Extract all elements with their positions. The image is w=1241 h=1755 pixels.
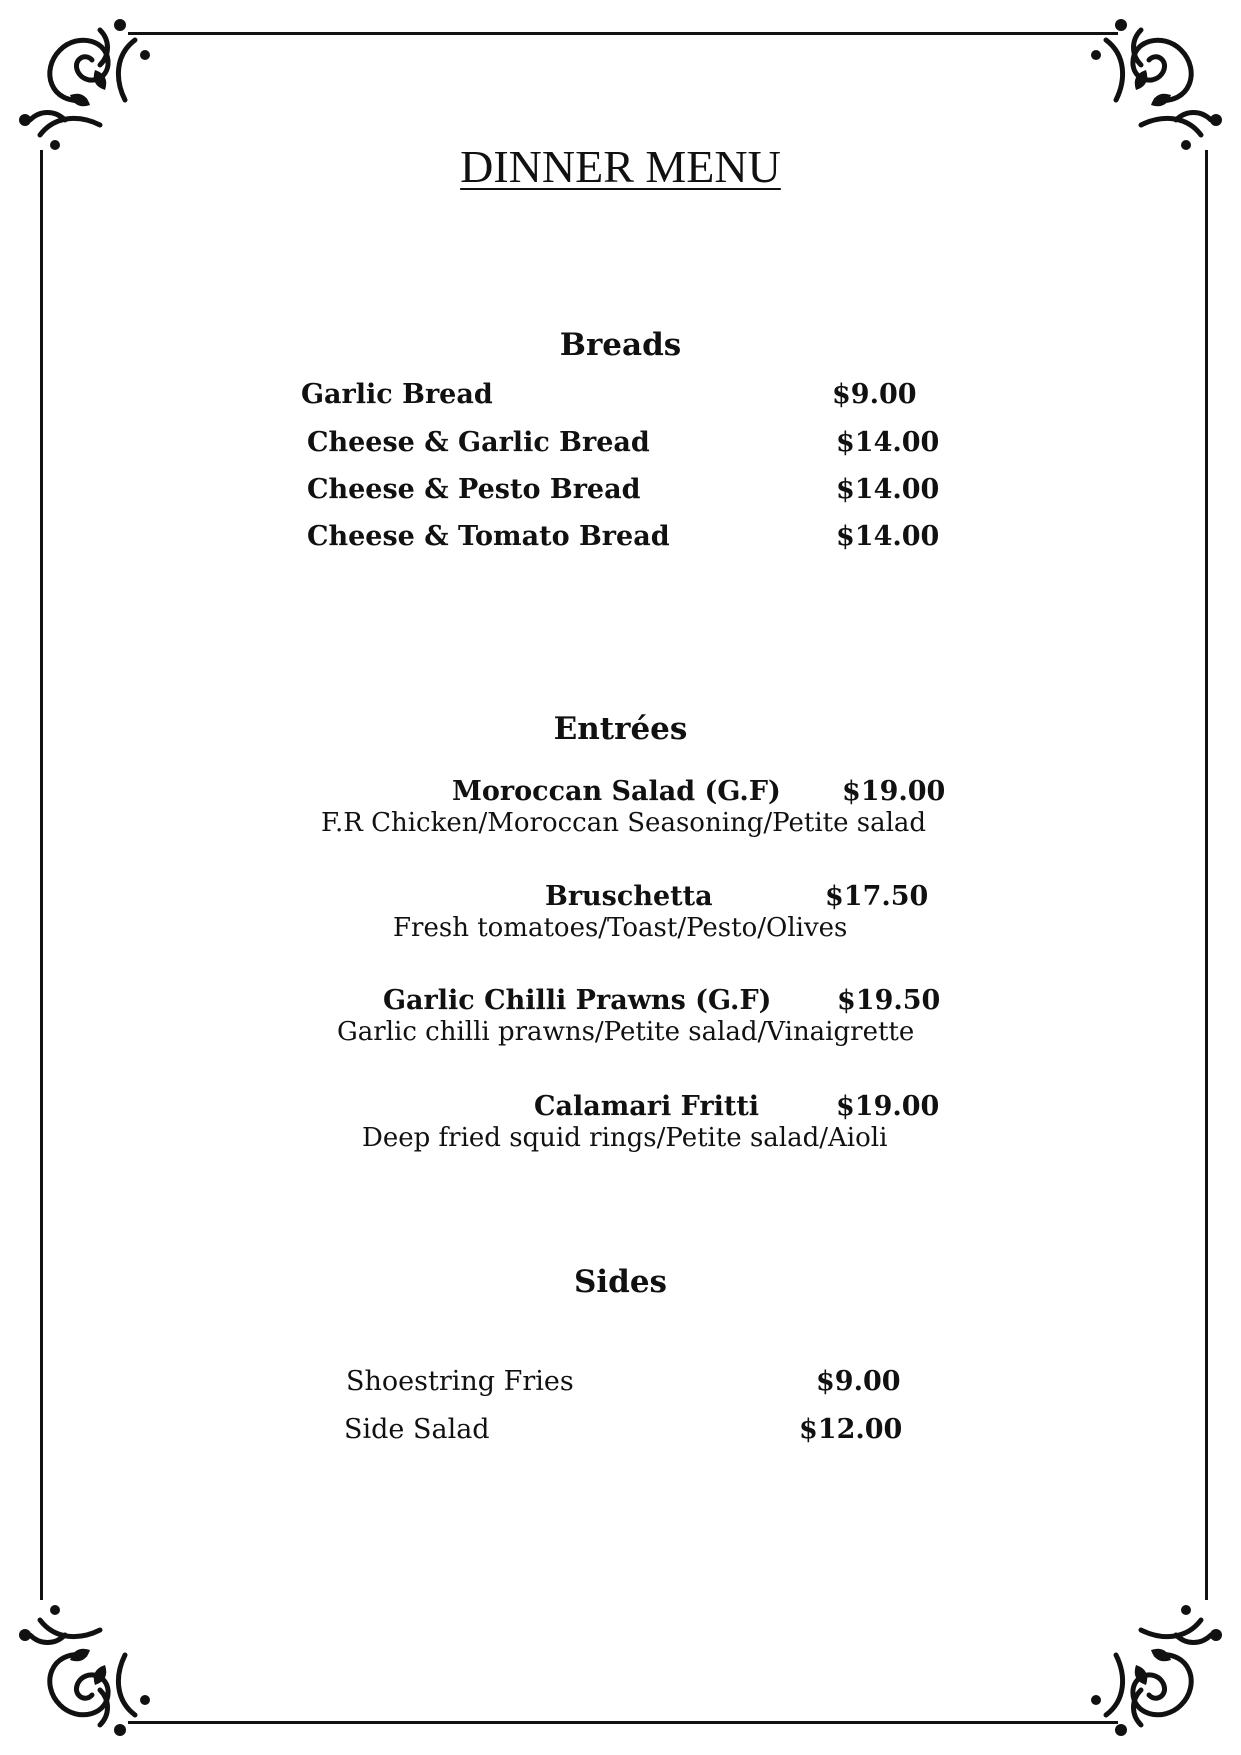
menu-item-name: Side Salad xyxy=(344,1414,490,1445)
menu-item-description: Deep fried squid rings/Petite salad/Aioli xyxy=(362,1123,888,1153)
page-title: DINNER MENU xyxy=(460,141,781,192)
menu-item-name: Bruschetta xyxy=(545,881,713,912)
menu-item-price: $14.00 xyxy=(836,521,940,552)
menu-item-price: $9.00 xyxy=(832,379,917,410)
menu-item-name: Cheese & Tomato Bread xyxy=(307,521,670,552)
menu-item-description: Fresh tomatoes/Toast/Pesto/Olives xyxy=(393,913,848,943)
menu-item-name: Garlic Bread xyxy=(301,379,493,410)
corner-flourish-icon xyxy=(1091,10,1231,150)
menu-item-price: $14.00 xyxy=(836,427,940,458)
menu-item-name: Cheese & Garlic Bread xyxy=(307,427,650,458)
corner-flourish-icon xyxy=(10,10,150,150)
corner-flourish-icon xyxy=(10,1605,150,1745)
section-heading-breads: Breads xyxy=(559,327,682,363)
corner-flourish-icon xyxy=(1091,1605,1231,1745)
menu-item-price: $19.50 xyxy=(837,985,941,1016)
border-top xyxy=(128,32,1118,35)
menu-item-name: Garlic Chilli Prawns (G.F) xyxy=(383,985,772,1016)
menu-item-price: $19.00 xyxy=(836,1091,940,1122)
menu-item-name: Cheese & Pesto Bread xyxy=(307,474,641,505)
menu-item-description: F.R Chicken/Moroccan Seasoning/Petite salad xyxy=(321,808,927,838)
menu-item-name: Moroccan Salad (G.F) xyxy=(452,776,781,807)
menu-item-name: Calamari Fritti xyxy=(534,1091,760,1122)
section-heading-sides: Sides xyxy=(573,1264,667,1300)
border-right xyxy=(1205,150,1208,1600)
menu-item-description: Garlic chilli prawns/Petite salad/Vinaigrette xyxy=(337,1017,915,1047)
menu-item-price: $12.00 xyxy=(799,1414,903,1445)
section-heading-entrees: Entrées xyxy=(553,711,688,747)
menu-item-price: $14.00 xyxy=(836,474,940,505)
menu-item-price: $17.50 xyxy=(825,881,929,912)
menu-item-price: $9.00 xyxy=(816,1366,901,1397)
menu-item-price: $19.00 xyxy=(842,776,946,807)
border-left xyxy=(40,150,43,1600)
menu-item-name: Shoestring Fries xyxy=(346,1366,574,1397)
border-bottom xyxy=(128,1721,1118,1724)
